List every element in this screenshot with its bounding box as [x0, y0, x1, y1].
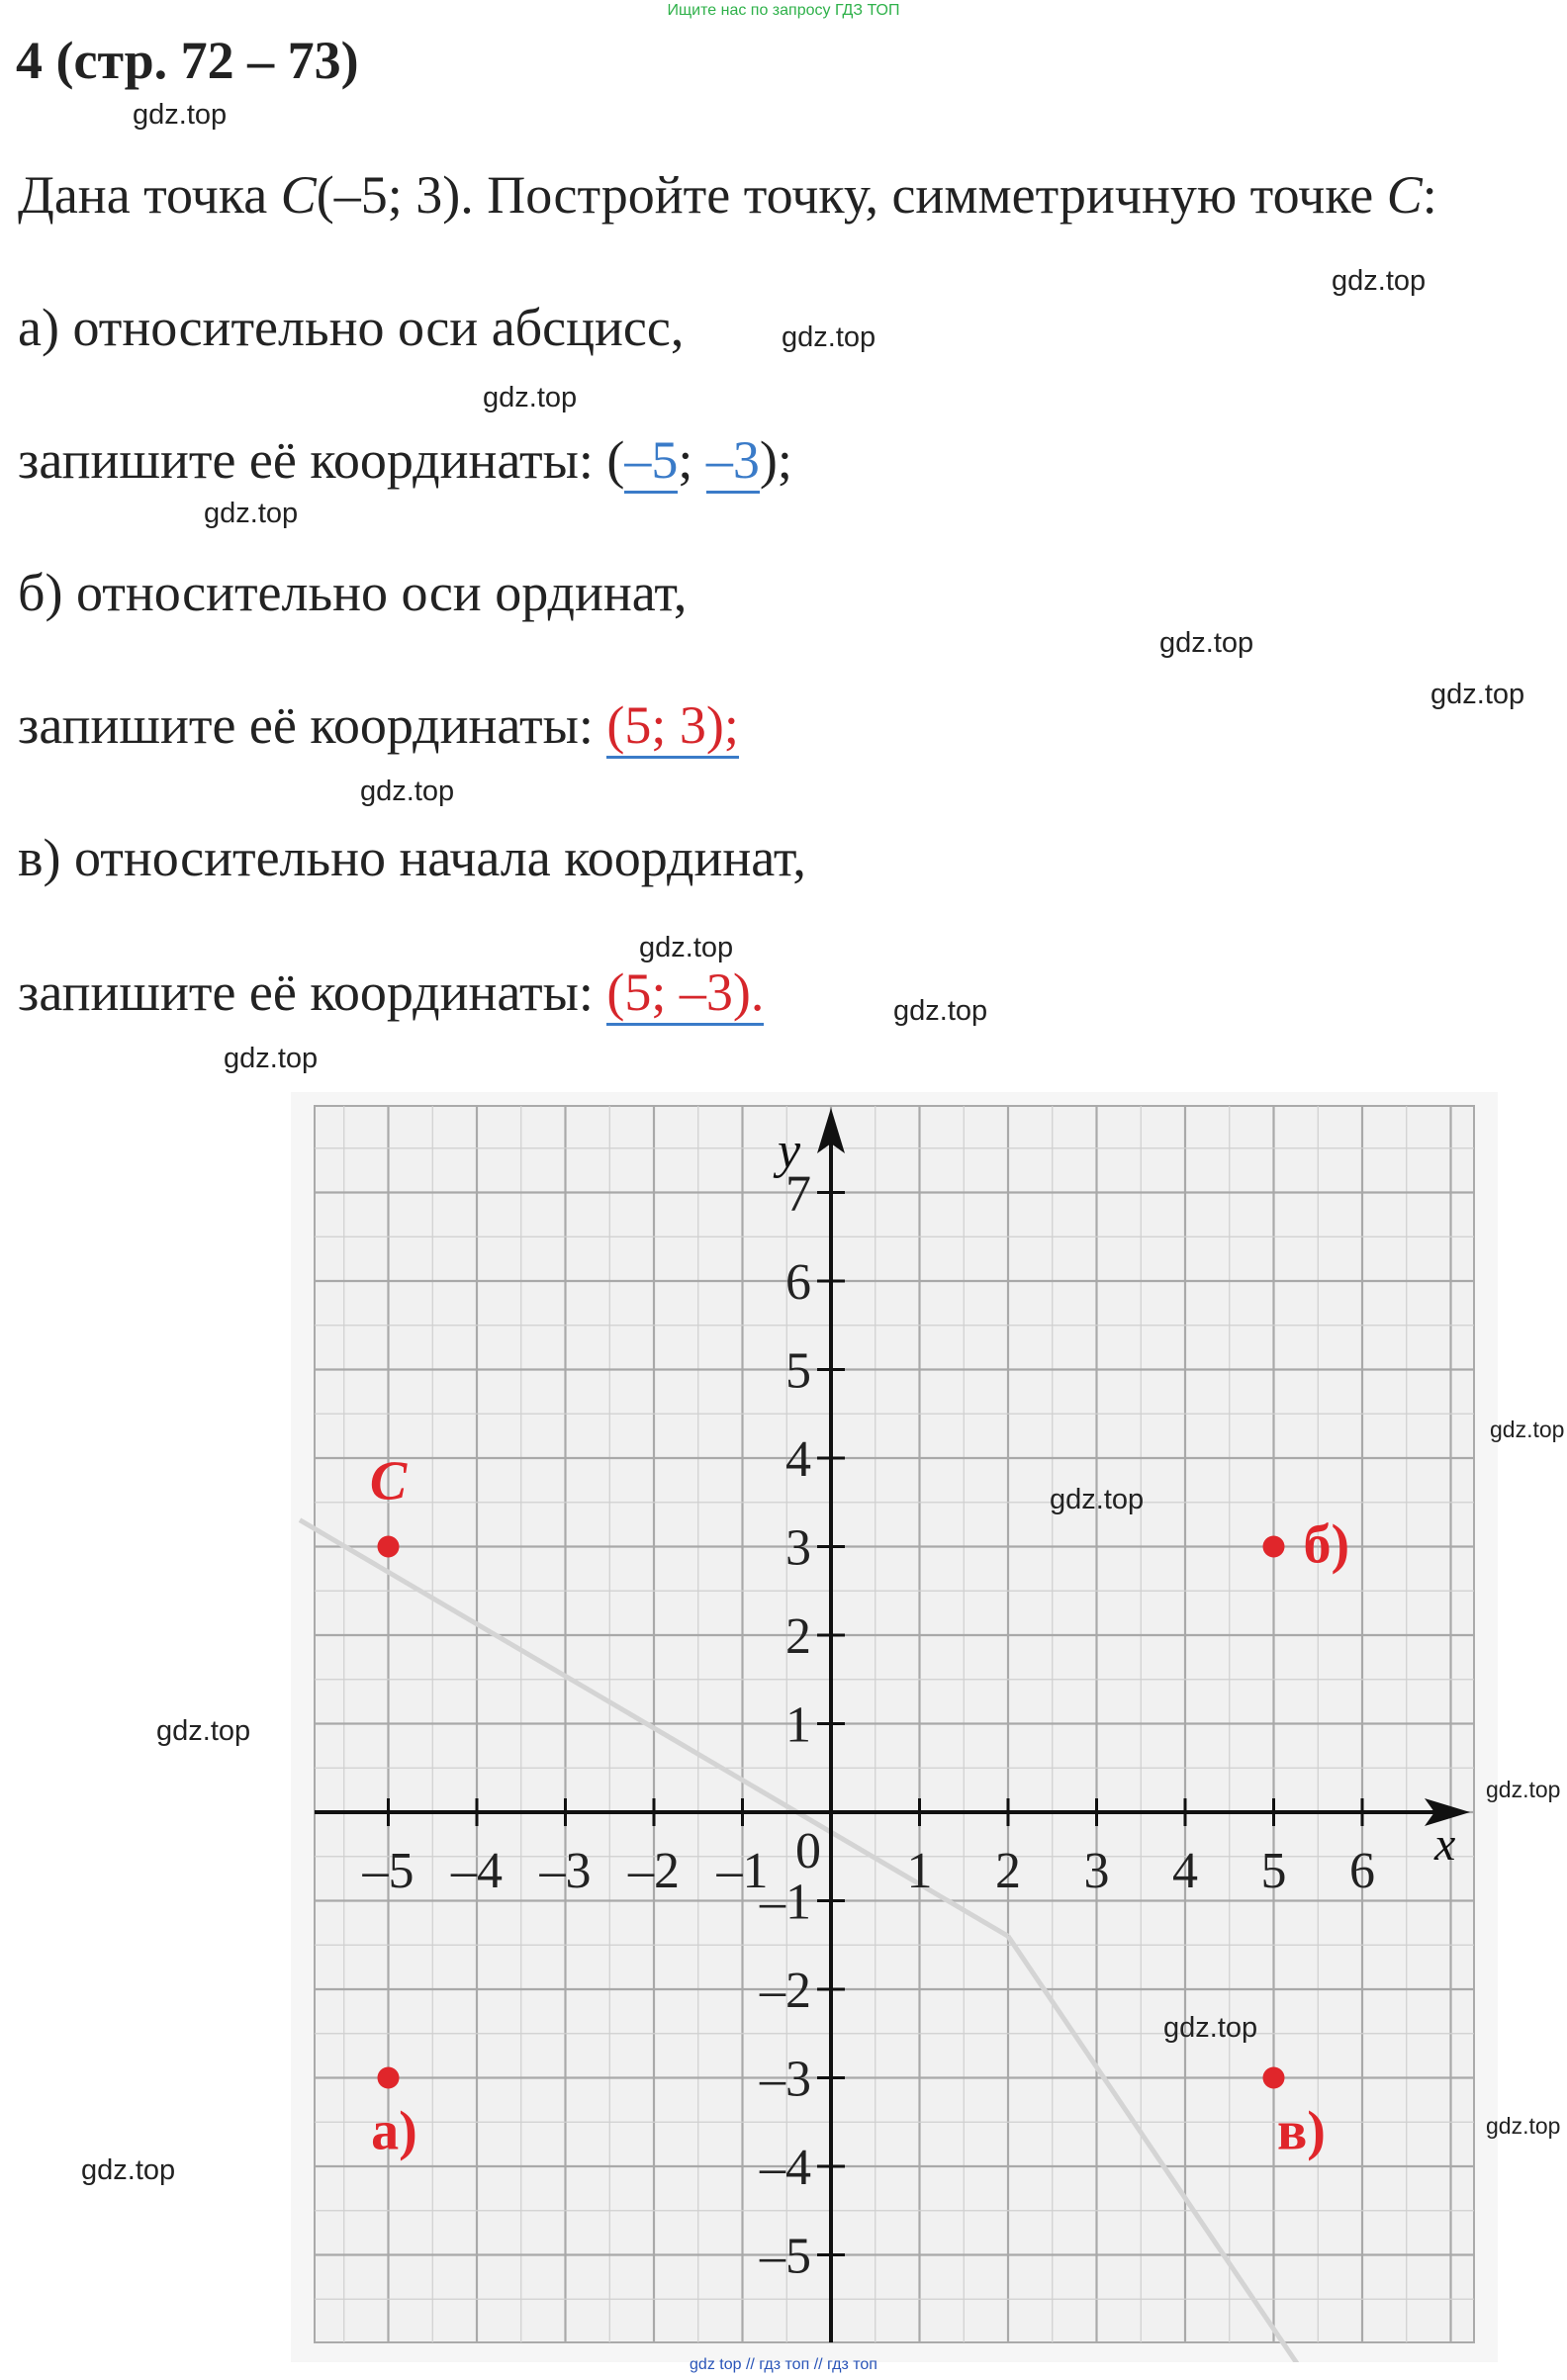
item-a-answer-x: –5 [624, 430, 678, 494]
task-prefix: Дана точка [18, 165, 281, 225]
y-tick-label: 7 [785, 1165, 811, 1223]
paren-close: ); [759, 430, 792, 490]
y-tick-label: –2 [760, 1963, 811, 2019]
task-heading: 4 (стр. 72 – 73) [16, 31, 359, 90]
y-tick-label: 4 [785, 1431, 811, 1488]
x-tick-label: 3 [1083, 1843, 1110, 1899]
watermark: gdz.top [1163, 2012, 1258, 2044]
watermark: gdz.top [1490, 1417, 1565, 1442]
item-c-answer-line [18, 961, 764, 1023]
point-marker [378, 2067, 400, 2089]
watermark: gdz.top [1332, 265, 1427, 297]
item-b-answer-line [18, 694, 739, 756]
x-tick-label: 2 [995, 1843, 1021, 1899]
y-tick-label: 5 [785, 1342, 811, 1400]
watermark: gdz.top [133, 99, 228, 131]
task-suffix: : [1422, 165, 1437, 225]
watermark: gdz.top [360, 776, 455, 807]
watermark: gdz.top [1486, 2113, 1561, 2139]
item-a-answer-line [18, 429, 792, 491]
watermark: gdz.top [1159, 627, 1254, 659]
item-c-label: в) относительно начала координат, [18, 828, 806, 887]
item-c-answer: (5; –3). [606, 962, 764, 1026]
y-tick-label: –3 [760, 2051, 811, 2108]
point-c-name: C [280, 165, 317, 225]
watermark: gdz.top [893, 995, 988, 1027]
top-banner: Ищите нас по запросу ГДЗ ТОП [667, 2, 900, 19]
answer-separator: ; [678, 430, 706, 490]
x-tick-label: 5 [1260, 1843, 1287, 1899]
watermark: gdz.top [483, 382, 578, 413]
point-marker [1263, 1536, 1285, 1558]
item-b-label: б) относительно оси ординат, [18, 563, 688, 622]
watermark: gdz.top [639, 932, 734, 963]
watermark: gdz.top [1050, 1484, 1145, 1515]
watermark: gdz.top [204, 498, 299, 529]
point-marker [378, 1536, 400, 1558]
watermark: gdz.top [81, 2154, 176, 2186]
watermark: gdz.top [156, 1715, 251, 1747]
x-tick-label: –5 [362, 1843, 415, 1899]
y-tick-label: 3 [785, 1519, 811, 1577]
item-b-answer: (5; 3); [606, 695, 738, 759]
x-tick-label: –1 [716, 1843, 769, 1899]
task-coords: (–5; 3). Постройте точку, симметричную точке [316, 165, 1387, 225]
item-c-write: запишите её координаты: [18, 962, 607, 1022]
watermark: gdz.top [224, 1043, 319, 1074]
y-tick-label: 2 [785, 1608, 811, 1665]
point-label: в) [1277, 2100, 1326, 2162]
point-label: а) [371, 2100, 417, 2162]
x-axis-label: x [1434, 1818, 1456, 1871]
item-a-answer-y: –3 [706, 430, 760, 494]
watermark: gdz.top [1486, 1777, 1561, 1802]
x-tick-label: –3 [539, 1843, 592, 1899]
origin-label: 0 [795, 1823, 821, 1879]
coordinate-plane-svg [291, 1092, 1498, 2362]
x-tick-label: –2 [628, 1843, 680, 1899]
y-axis-label: y [778, 1123, 801, 1179]
point-label: б) [1303, 1513, 1350, 1576]
point-label: C [369, 1450, 408, 1512]
y-tick-label: –5 [760, 2228, 811, 2285]
x-tick-label: 4 [1172, 1843, 1198, 1899]
item-a-label: а) относительно оси абсцисс, [18, 298, 685, 357]
y-tick-label: –4 [760, 2140, 811, 2196]
y-tick-label: 1 [785, 1696, 811, 1754]
task-statement [18, 164, 1437, 226]
point-marker [1263, 2067, 1285, 2089]
footer: gdz top // гдз топ // гдз топ [690, 2356, 877, 2373]
x-tick-label: 6 [1349, 1843, 1375, 1899]
watermark: gdz.top [1430, 679, 1525, 710]
point-c-name-2: C [1386, 165, 1423, 225]
coordinate-plane [291, 1092, 1498, 2362]
y-tick-label: –1 [760, 1874, 811, 1931]
x-tick-label: 1 [906, 1843, 933, 1899]
item-b-write: запишите её координаты: [18, 695, 607, 755]
item-a-write: запишите её координаты: [18, 430, 607, 490]
watermark: gdz.top [782, 321, 876, 353]
y-tick-label: 6 [785, 1254, 811, 1311]
x-tick-label: –4 [451, 1843, 503, 1899]
paren-open: ( [606, 430, 625, 490]
